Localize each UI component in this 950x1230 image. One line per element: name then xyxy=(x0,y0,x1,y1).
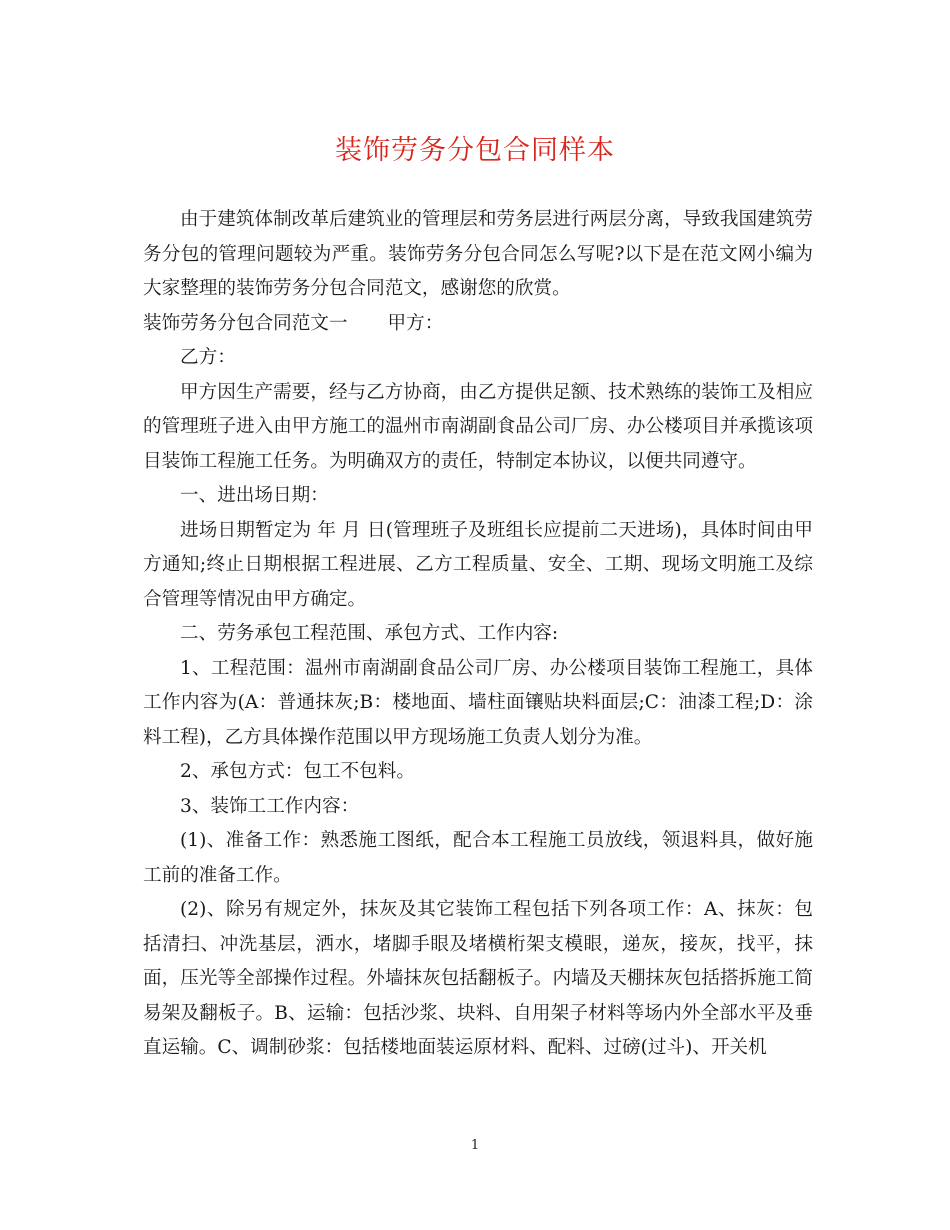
section-heading: 一、进出场日期： xyxy=(180,485,329,506)
page-number: 1 xyxy=(470,1138,480,1153)
party-b-label: 乙方： xyxy=(180,347,236,368)
intro-paragraph: 由于建筑体制改革后建筑业的管理层和劳务层进行两层分离，导致我国建筑劳务分包的管理问题较为严重。装饰劳务分包合同怎么写呢?以下是在范文网小编为大家整理的装饰劳务分包合同范文，感谢您的欣赏。 xyxy=(143,209,813,299)
body-paragraph: (1)、准备工作：熟悉施工图纸，配合本工程施工员放线，领退料具，做好施工前的准备工作。 xyxy=(143,830,813,886)
sample-heading: 装饰劳务分包合同范文一 xyxy=(143,312,348,334)
body-paragraph: 甲方因生产需要，经与乙方协商，由乙方提供足额、技术熟练的装饰工及相应的管理班子进入由甲方施工的温州市南湖副食品公司厂房、办公楼项目并承揽该项目装饰工程施工任务。为明确双方的责任，特制定本协议，以便共同遵守。 xyxy=(143,381,813,472)
body-paragraph: 2、承包方式：包工不包料。 xyxy=(180,761,415,782)
section-heading: 3、装饰工工作内容： xyxy=(180,795,360,817)
document-title: 装饰劳务分包合同样本 xyxy=(335,135,615,166)
section-heading: 二、劳务承包工程范围、承包方式、工作内容: xyxy=(180,623,559,644)
sample-heading-line xyxy=(143,307,813,342)
body-paragraph: (2)、除另有规定外，抹灰及其它装饰工程包括下列各项工作：A、抹灰：包括清扫、冲洗基层，洒水，堵脚手眼及堵横桁架支模眼，递灰，接灰，找平，抹面，压光等全部操作过程。外墙抹灰包括翻板子。内墙及天棚抹灰包括搭拆施工简易架及翻板子。B、运输：包括沙浆、块料、自用架子材料等场内外全部水平及垂直运输。C、调制砂浆：包括楼地面装运原材料、配料、过磅(过斗)、开关机 xyxy=(143,899,813,1058)
body-paragraph: 1、工程范围：温州市南湖副食品公司厂房、办公楼项目装饰工程施工，具体工作内容为(A：普通抹灰;B：楼地面、墙柱面镶贴块料面层;C：油漆工程;D：涂料工程)，乙方具体操作范围以甲方现场施工负责人划分为准。 xyxy=(143,657,813,748)
document-body xyxy=(143,203,813,1066)
party-a-label: 甲方： xyxy=(387,312,444,334)
body-paragraph: 进场日期暂定为 年 月 日(管理班子及班组长应提前二天进场)，具体时间由甲方通知;终止日期根据工程进展、乙方工程质量、安全、工期、现场文明施工及综合管理等情况由甲方确定。 xyxy=(143,519,813,610)
